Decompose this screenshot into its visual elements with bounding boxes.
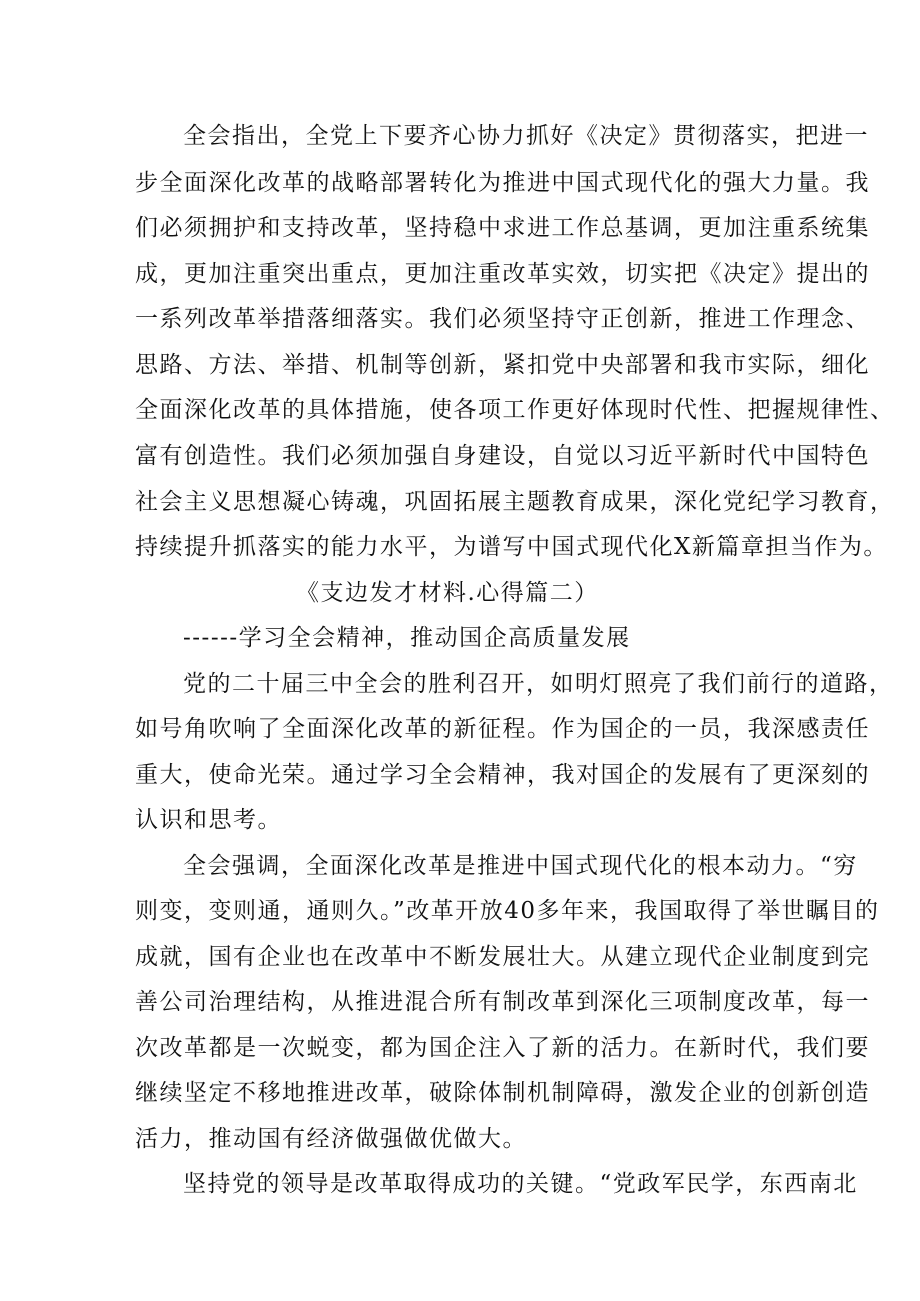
body-line: 成，更加注重突出重点，更加注重改革实效，切实把《决定》提出的 <box>135 261 870 287</box>
body-line: 们必须拥护和支持改革，坚持稳中求进工作总基调，更加注重系统集 <box>135 215 870 241</box>
body-line: 步全面深化改革的战略部署转化为推进中国式现代化的强大力量。我 <box>135 170 870 196</box>
body-line: 继续坚定不移地推进改革，破除体制机制障碍，激发企业的创新创造 <box>135 1080 870 1106</box>
body-line: 思路、方法、举措、机制等创新，紧扣党中央部署和我市实际，细化 <box>135 352 870 378</box>
body-line: 坚持党的领导是改革取得成功的关键。“党政军民学，东西南北 <box>183 1171 858 1197</box>
body-line: 持续提升抓落实的能力水平，为谱写中国式现代化X新篇章担当作为。 <box>135 534 888 560</box>
body-line: 全面深化改革的具体措施，使各项工作更好体现时代性、把握规律性、 <box>135 397 895 423</box>
body-line: 则变，变则通，通则久。”改革开放40多年来，我国取得了举世瞩目的 <box>135 898 880 924</box>
body-line: 一系列改革举措落细落实。我们必须坚持守正创新，推进工作理念、 <box>135 306 870 332</box>
body-line: 成就，国有企业也在改革中不断发展壮大。从建立现代企业制度到完 <box>135 944 870 970</box>
section-title: 《支边发才材料.心得篇二） <box>296 580 599 606</box>
body-line: 党的二十届三中全会的胜利召开，如明灯照亮了我们前行的道路， <box>183 671 894 697</box>
body-line: 富有创造性。我们必须加强自身建设，自觉以习近平新时代中国特色 <box>135 443 870 469</box>
body-line: 重大，使命光荣。通过学习全会精神，我对国企的发展有了更深刻的 <box>135 762 870 788</box>
body-line: 社会主义思想凝心铸魂，巩固拓展主题教育成果，深化党纪学习教育， <box>135 489 895 515</box>
body-line: 次改革都是一次蜕变，都为国企注入了新的活力。在新时代，我们要 <box>135 1035 870 1061</box>
body-line: 善公司治理结构，从推进混合所有制改革到深化三项制度改革，每一 <box>135 989 870 1015</box>
body-line: 全会强调，全面深化改革是推进中国式现代化的根本动力。“穷 <box>183 853 858 879</box>
body-line: 认识和思考。 <box>135 807 282 833</box>
body-line: 全会指出，全党上下要齐心协力抓好《决定》贯彻落实，把进一 <box>183 123 869 149</box>
section-subtitle: ------学习全会精神，推动国企高质量发展 <box>183 625 631 651</box>
body-line: 活力，推动国有经济做强做优做大。 <box>135 1126 527 1152</box>
body-line: 如号角吹响了全面深化改革的新征程。作为国企的一员，我深感责任 <box>135 716 870 742</box>
